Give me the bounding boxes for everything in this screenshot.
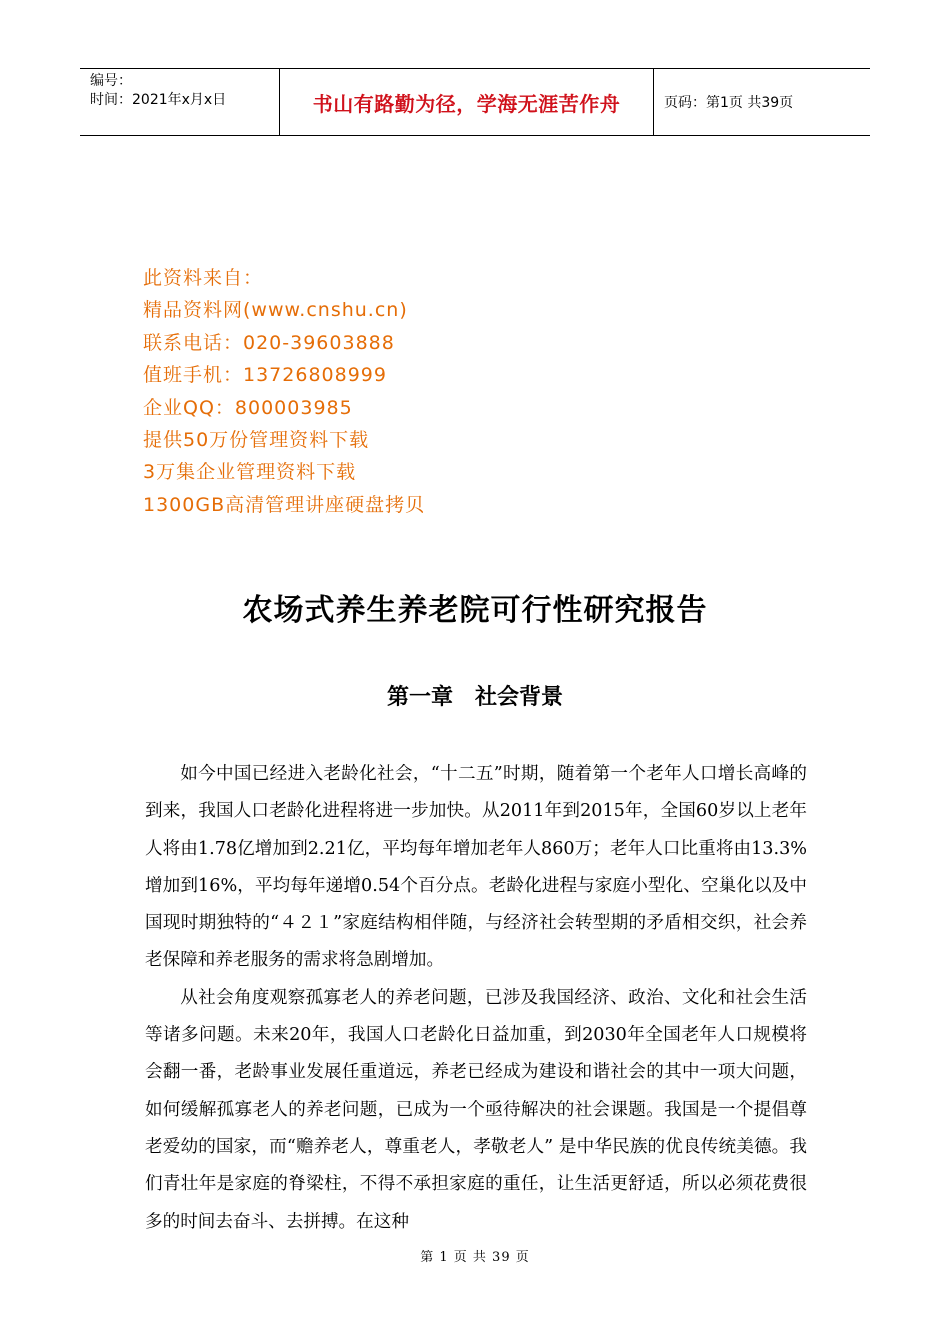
document-title: 农场式养生养老院可行性研究报告 [242,593,708,628]
document-number-label: 编号： [90,73,132,89]
info-line: 精品资料网(www.cnshu.cn) [143,299,408,322]
source-info-block [143,262,425,521]
page-header-table [80,68,870,136]
document-date: 时间：2021年x月x日 [90,92,227,108]
chapter-number: 第一章 [386,685,453,710]
header-page-info: 页码：第1页 共39页 [664,95,794,111]
info-line: 值班手机：13726808999 [143,364,387,387]
page-footer: 第 1 页 共 39 页 [420,1250,530,1265]
body-paragraph: 如今中国已经进入老龄化社会，“十二五”时期，随着第一个老年人口增长高峰的到来，我国人口老龄化进程将进一步加快。从2011年到2015年，全国60岁以上老年人将由1.78亿增加到2.21亿，平均每年增加老年人860万；老年人口比重将由13.3%增加到16%，平均每年递增0.54个百分点。老龄化进程与家庭小型化、空巢化以及中国现时期独特的“４２１”家庭结构相伴随，与经济社会转型期的矛盾相交织，社会养老保障和养老服务的需求将急剧增加。 [145,764,807,971]
info-line: 此资料来自： [143,267,264,289]
info-line: 1300GB高清管理讲座硬盘拷贝 [143,493,426,516]
body-text [145,756,807,1241]
chapter-title: 社会背景 [475,685,564,710]
body-paragraph: 从社会角度观察孤寡老人的养老问题，已涉及我国经济、政治、文化和社会生活等诸多问题。未来20年，我国人口老龄化日益加重，到2030年全国老年人口规模将会翻一番，老龄事业发展任重道远，养老已经成为建设和谐社会的其中一项大问题，如何缓解孤寡老人的养老问题，已成为一个亟待解决的社会课题。我国是一个提倡尊老爱幼的国家，而“赡养老人，尊重老人，孝敬老人” 是中华民族的优良传统美德。我们青壮年是家庭的脊梁柱，不得不承担家庭的重任，让生活更舒适，所以必须花费很多的时间去奋斗、去拼搏。在这种 [145,987,807,1232]
header-meta-cell [80,69,280,135]
info-line: 企业QQ：800003985 [143,396,353,419]
info-line: 提供50万份管理资料下载 [143,429,370,452]
info-line: 3万集企业管理资料下载 [143,461,357,484]
info-line: 联系电话：020-39603888 [143,331,395,354]
header-motto: 书山有路勤为径，学海无涯苦作舟 [280,69,654,135]
chapter-heading [0,680,950,711]
